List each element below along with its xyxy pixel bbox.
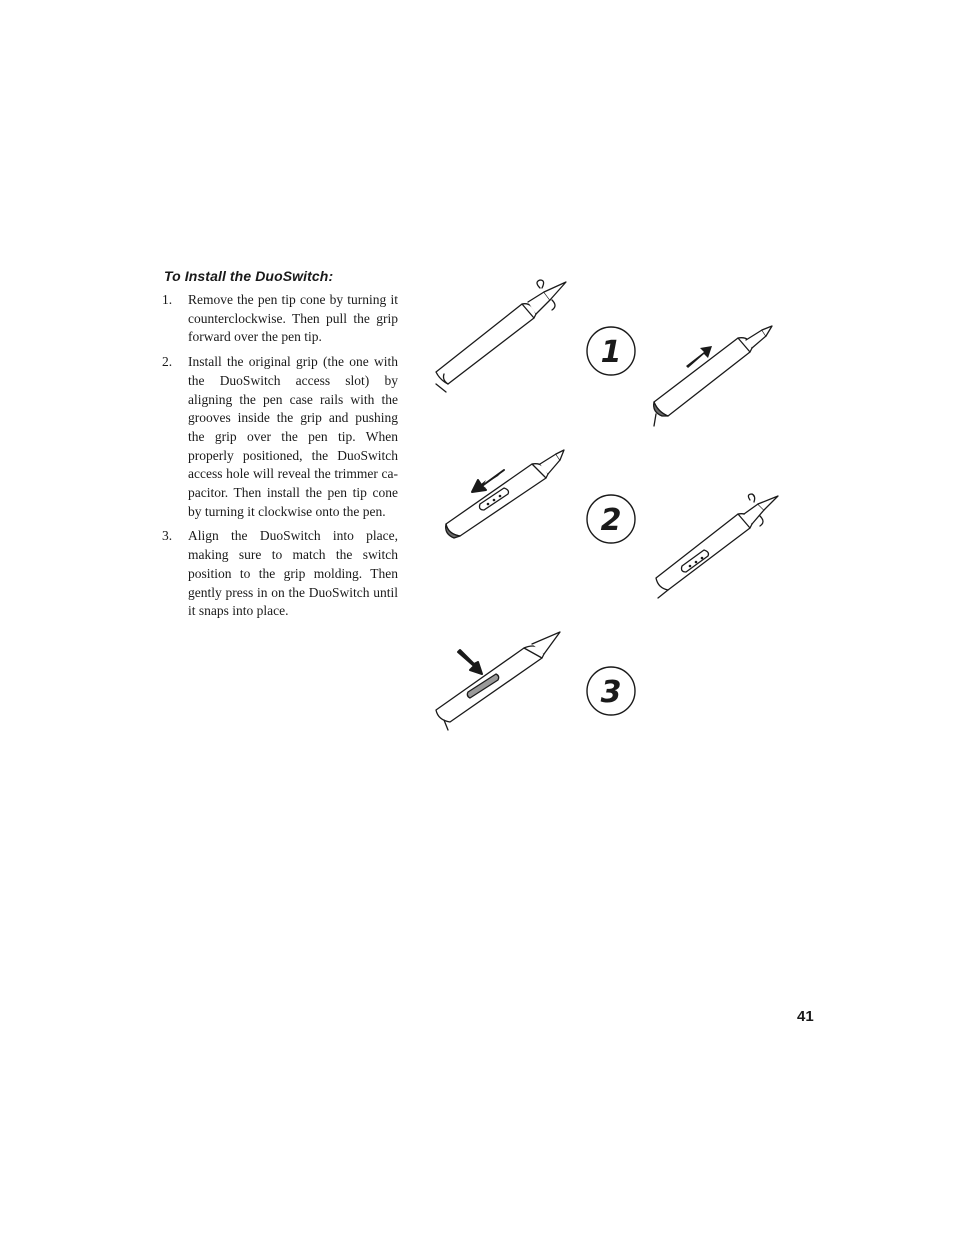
step-number: 1. xyxy=(162,292,173,307)
step-number: 3. xyxy=(162,528,173,544)
list-item xyxy=(162,291,398,347)
grip-with-access-slot xyxy=(446,450,564,538)
instruction-list xyxy=(162,291,398,627)
step-text: Remove the pen tip cone by turning it counterclockwise. Then pull the grip forward over the pen tip. xyxy=(188,292,398,345)
arrow-icon xyxy=(458,650,482,674)
step-badge-1 xyxy=(587,327,635,375)
pen-tip-cone-install xyxy=(656,494,778,598)
step-text: Align the DuoSwitch into place, making sure to match the switch position to the grip molding. Then gently press in on the DuoSwitch until it snaps into place. xyxy=(188,528,398,619)
duoswitch-insertion xyxy=(436,632,560,730)
step-text: Install the original grip (the one with the DuoSwitch access slot) by aligning the pen case rails with the grooves inside the grip and pushing the grip over the pen tip. When properly positioned, the DuoSwitch access hole will reveal the trimmer capacitor. Then install the pen tip cone by turning it clockwise onto the pen. xyxy=(188,354,398,519)
page-number: 41 xyxy=(797,1008,814,1025)
grip-pulled-forward xyxy=(654,326,772,426)
step-badge-label: 1 xyxy=(600,335,622,370)
step-badge-2 xyxy=(587,495,635,543)
pen-tip-cone-removal xyxy=(436,280,566,392)
step-badge-label: 3 xyxy=(600,675,622,710)
installation-illustration xyxy=(420,270,800,740)
step-badge-3 xyxy=(587,667,635,715)
section-heading: To Install the DuoSwitch: xyxy=(164,268,334,284)
pen-diagram xyxy=(420,270,800,740)
list-item xyxy=(162,527,398,621)
step-badge-label: 2 xyxy=(600,503,622,538)
list-item xyxy=(162,353,398,521)
step-number: 2. xyxy=(162,354,173,370)
